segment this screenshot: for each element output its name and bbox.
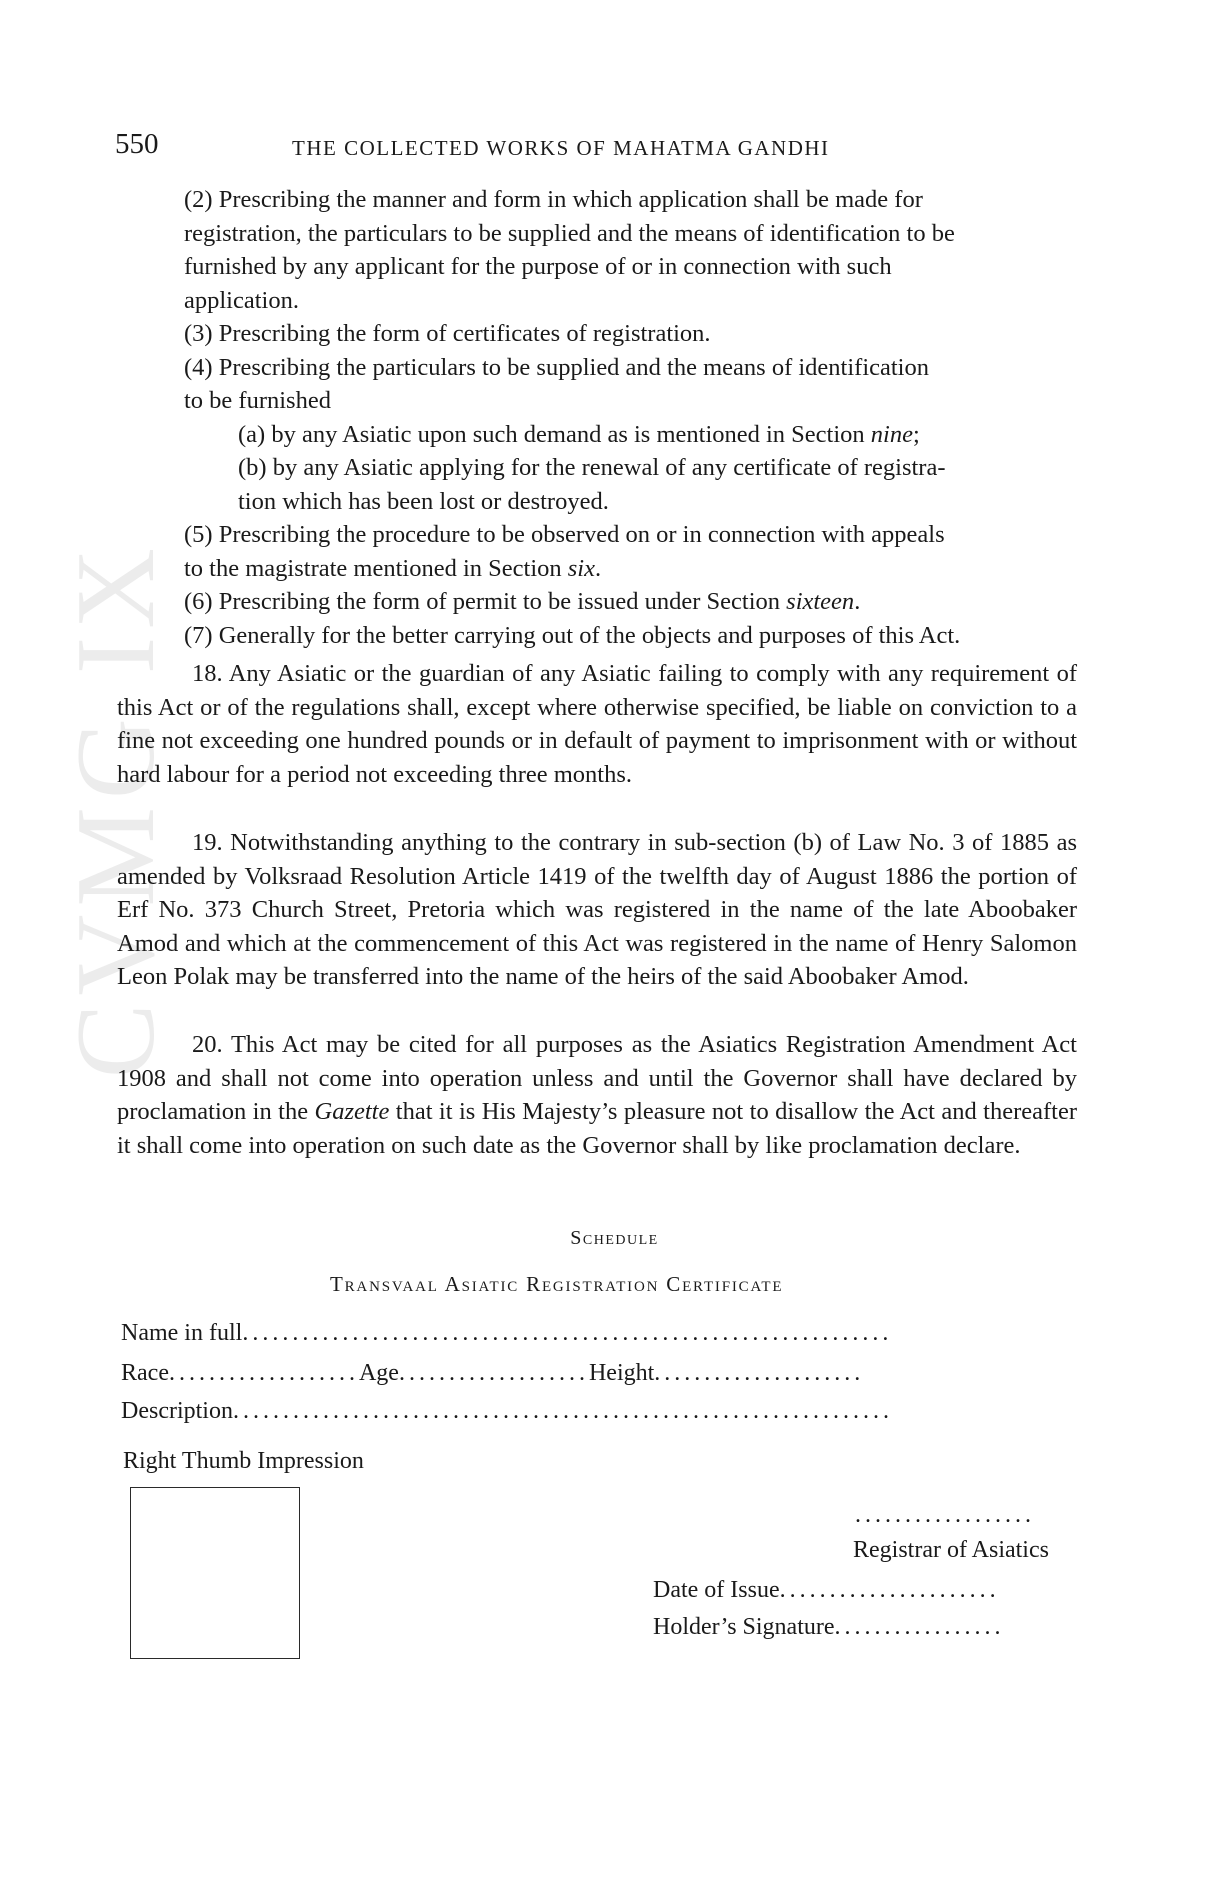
name-dots: ................................................................. (242, 1320, 893, 1346)
race-dots: ................... (168, 1360, 359, 1386)
thumb-impression-box (130, 1487, 300, 1659)
date-of-issue-label: Date of Issue (653, 1577, 780, 1603)
registrar-signature-dots: .................. (855, 1502, 1035, 1528)
regulations-list (184, 183, 1070, 652)
description-dots: .................................................................. (232, 1398, 893, 1424)
regulation-3: (3) Prescribing the form of certificates of registration. (184, 320, 711, 347)
holder-signature-dots: ................. (834, 1614, 1005, 1640)
name-field (121, 1320, 892, 1347)
description-field (121, 1398, 893, 1425)
regulation-4a (184, 418, 1070, 452)
age-label: Age (358, 1360, 399, 1386)
holder-signature-label: Holder’s Signature (653, 1614, 835, 1640)
regulation-6-emphasis: sixteen (786, 588, 855, 615)
race-label: Race (121, 1360, 169, 1386)
regulation-4a-text: (a) by any Asiatic upon such demand as is mentioned in Section (238, 420, 871, 448)
regulation-5 (184, 552, 1070, 586)
section-20-text-end: that it is His Majesty’s pleasure not to disallow the Act and thereafter it shall come into operation on such date as the Governor shall by like proclamation declare. (117, 1098, 1077, 1159)
race-age-height-field (121, 1360, 864, 1387)
running-title: THE COLLECTED WORKS OF MAHATMA GANDHI (292, 136, 830, 160)
regulation-4b-line: (b) by any Asiatic applying for the renewal of any certificate of registra- (238, 454, 946, 481)
name-label: Name in full (121, 1320, 243, 1346)
registrar-label: Registrar of Asiatics (853, 1537, 1049, 1563)
page-number: 550 (115, 128, 159, 160)
regulation-4b-line: tion which has been lost or destroyed. (238, 487, 609, 515)
date-of-issue-dots: ...................... (779, 1577, 1000, 1603)
age-dots: ................... (398, 1360, 589, 1386)
regulation-4-line: (4) Prescribing the particulars to be supplied and the means of identification (184, 353, 929, 381)
section-18: 18. Any Asiatic or the guardian of any Asiatic failing to comply with any requirement of this Act or of the regulations shall, except where otherwise specified, be liable on conviction to a fine not exceeding one hundred pounds or in default of payment to imprisonment with or without hard labour for a period not exceeding three months. (117, 660, 1077, 788)
certificate-title: Transvaal Asiatic Registration Certificate (330, 1272, 784, 1296)
regulation-2-line: furnished by any applicant for the purpose of or in connection with such (184, 253, 892, 280)
section-20 (117, 1028, 1077, 1162)
regulation-5-text: to the magistrate mentioned in Section (184, 554, 568, 582)
regulation-4-line: to be furnished (184, 387, 331, 414)
section-20-emphasis: Gazette (314, 1098, 390, 1125)
regulation-2-line: (2) Prescribing the manner and form in which application shall be made for (184, 186, 923, 213)
regulation-5-end: . (594, 554, 602, 582)
date-of-issue-field (653, 1577, 1000, 1604)
regulation-6-end: . (854, 588, 861, 615)
description-label: Description (121, 1398, 233, 1424)
regulation-7: (7) Generally for the better carrying out of the objects and purposes of this Act. (184, 621, 961, 649)
regulation-5-line: (5) Prescribing the procedure to be observed on or in connection with appeals (184, 521, 945, 548)
regulation-6-text: (6) Prescribing the form of permit to be issued under Section (184, 588, 787, 615)
section-19: 19. Notwithstanding anything to the contrary in sub-section (b) of Law No. 3 of 1885 as amended by Volksraad Resolution Article 1419 of the twelfth day of August 1886 the portion of Erf No. 373 Church Street, Pretoria which was registered in the name of the late Aboobaker Amod and which at the commencement of this Act was registered in the name of Henry Salomon Leon Polak may be transferred into the name of the heirs of the said Aboobaker Amod. (117, 829, 1077, 990)
thumb-impression-label: Right Thumb Impression (123, 1448, 364, 1474)
schedule-heading: Schedule (570, 1227, 659, 1249)
holder-signature-field (653, 1614, 1005, 1641)
regulation-4a-end: ; (912, 420, 920, 448)
regulation-5-emphasis: six (567, 554, 595, 582)
section-20-text: 20. This Act may be cited for all purposes as the Asiatics Registration Amendment Act 1908 and shall not come into operation unless and until the Governor shall have declared by proclamation in the (117, 1031, 1077, 1125)
regulation-2-line: application. (184, 286, 299, 314)
regulation-2-line: registration, the particulars to be supplied and the means of identification to be (184, 219, 955, 247)
regulation-6 (184, 585, 1070, 619)
height-dots: ..................... (654, 1360, 865, 1386)
regulation-4a-emphasis: nine (870, 420, 913, 448)
height-label: Height (588, 1360, 655, 1386)
watermark: CVMG IX (54, 540, 178, 1079)
